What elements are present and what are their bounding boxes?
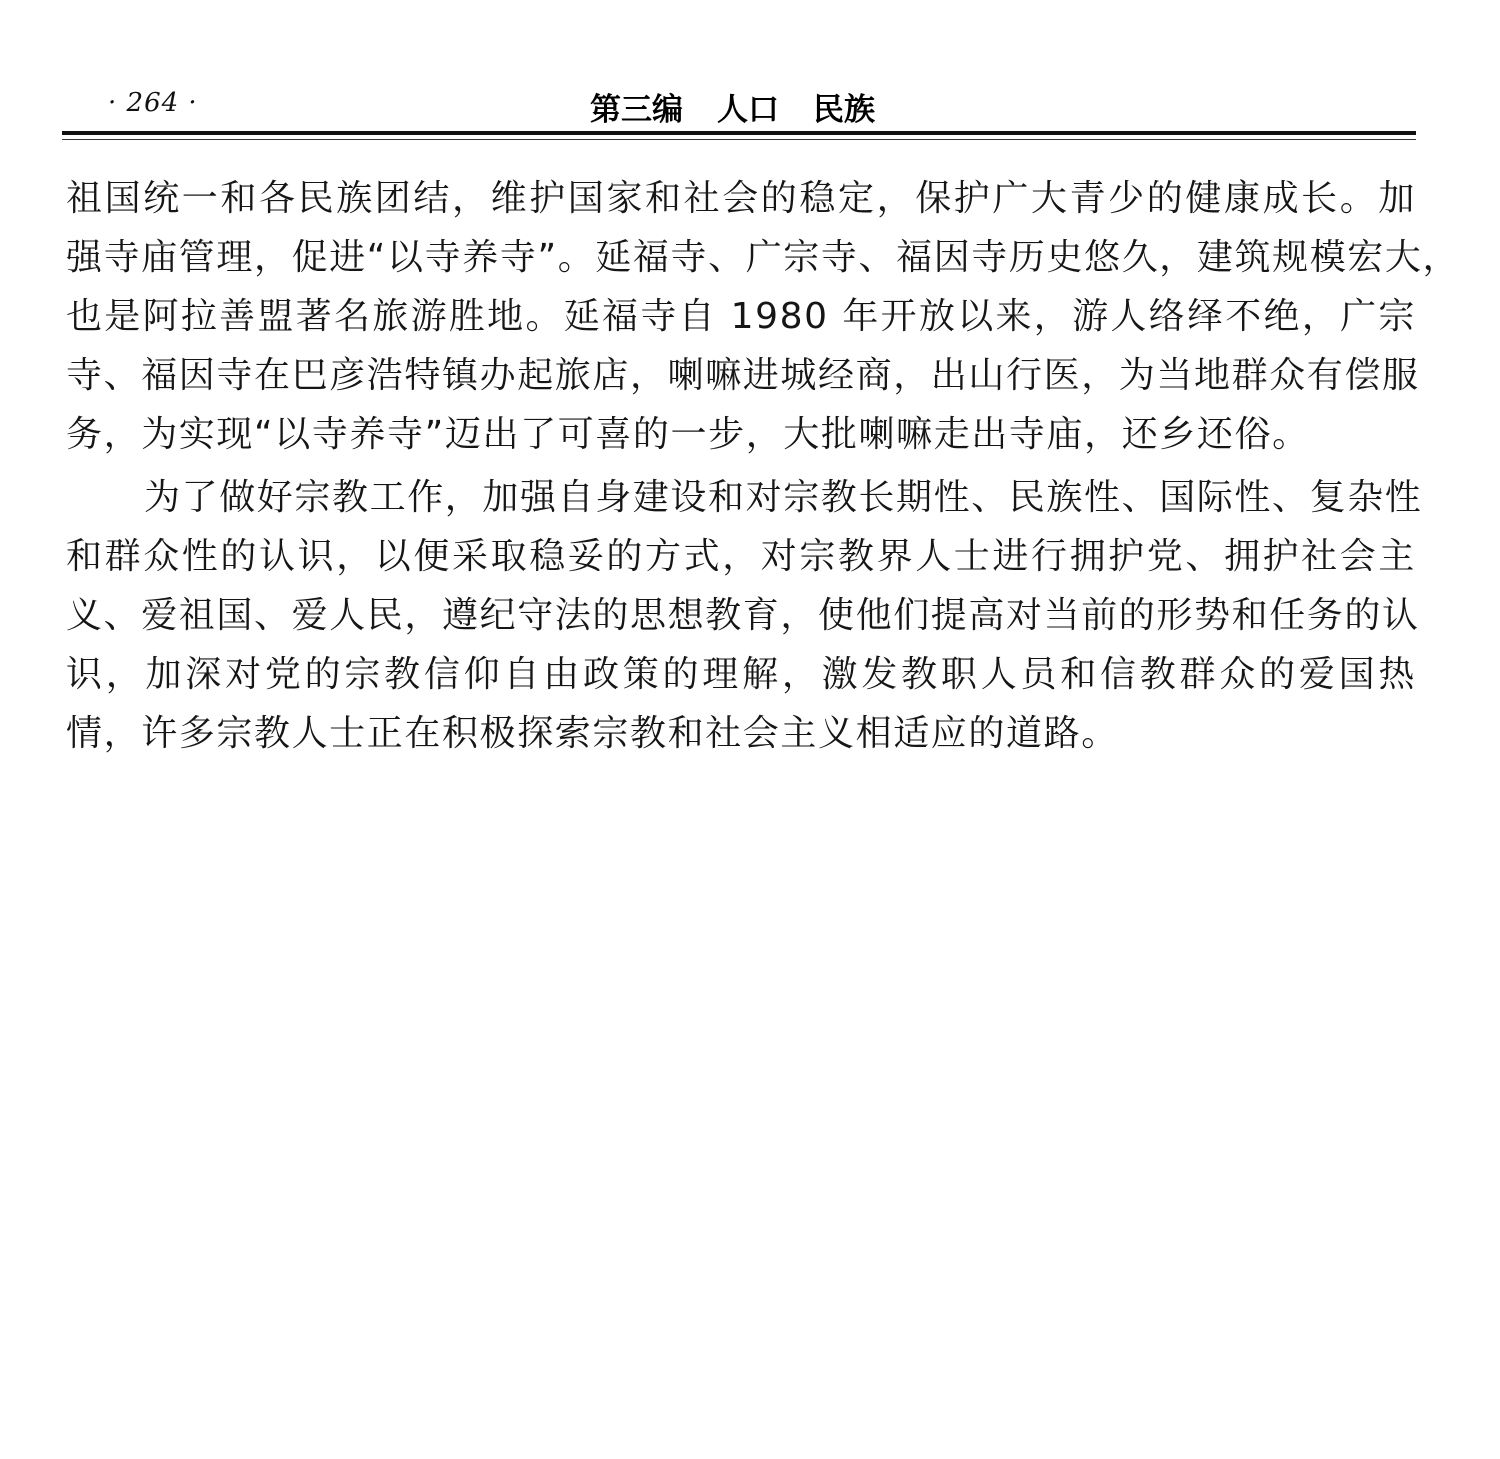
paragraph-2-line-5: 情，许多宗教人士正在积极探索宗教和社会主义相适应的道路。 — [66, 713, 1119, 754]
running-header — [64, 84, 1416, 128]
paragraph-2-line-1: 为了做好宗教工作，加强自身建设和对宗教长期性、民族性、国际性、复杂性 — [144, 477, 1423, 518]
header-rule-thick — [62, 131, 1416, 135]
paragraph-1-line-4: 寺、福因寺在巴彦浩特镇办起旅店，喇嘛进城经商，出山行医，为当地群众有偿服 — [66, 355, 1420, 396]
paragraph-1-line-2: 强寺庙管理，促进“以寺养寺”。延福寺、广宗寺、福因寺历史悠久，建筑规模宏大， — [66, 237, 1461, 278]
chapter-title — [590, 84, 875, 129]
chapter-section-population: 人口 — [717, 92, 779, 128]
paragraph-1-line-3: 也是阿拉善盟著名旅游胜地。延福寺自 1980 年开放以来，游人络绎不绝，广宗 — [66, 296, 1416, 337]
chapter-part: 第三编 — [590, 92, 683, 128]
paragraph-2-line-2: 和群众性的认识，以便采取稳妥的方式，对宗教界人士进行拥护党、拥护社会主 — [66, 536, 1416, 577]
chapter-section-ethnicity: 民族 — [813, 92, 875, 128]
paragraph-1-line-5: 务，为实现“以寺养寺”迈出了可喜的一步，大批喇嘛走出寺庙，还乡还俗。 — [66, 414, 1310, 455]
paragraph-2-line-4: 识，加深对党的宗教信仰自由政策的理解，激发教职人员和信教群众的爱国热 — [66, 654, 1416, 695]
paragraph-1-line-1: 祖国统一和各民族团结，维护国家和社会的稳定，保护广大青少的健康成长。加 — [66, 178, 1416, 219]
paragraph-2-line-3: 义、爱祖国、爱人民，遵纪守法的思想教育，使他们提高对当前的形势和任务的认 — [66, 595, 1420, 636]
page-number: · 264 · — [108, 88, 198, 118]
header-rule-thin — [62, 139, 1416, 140]
